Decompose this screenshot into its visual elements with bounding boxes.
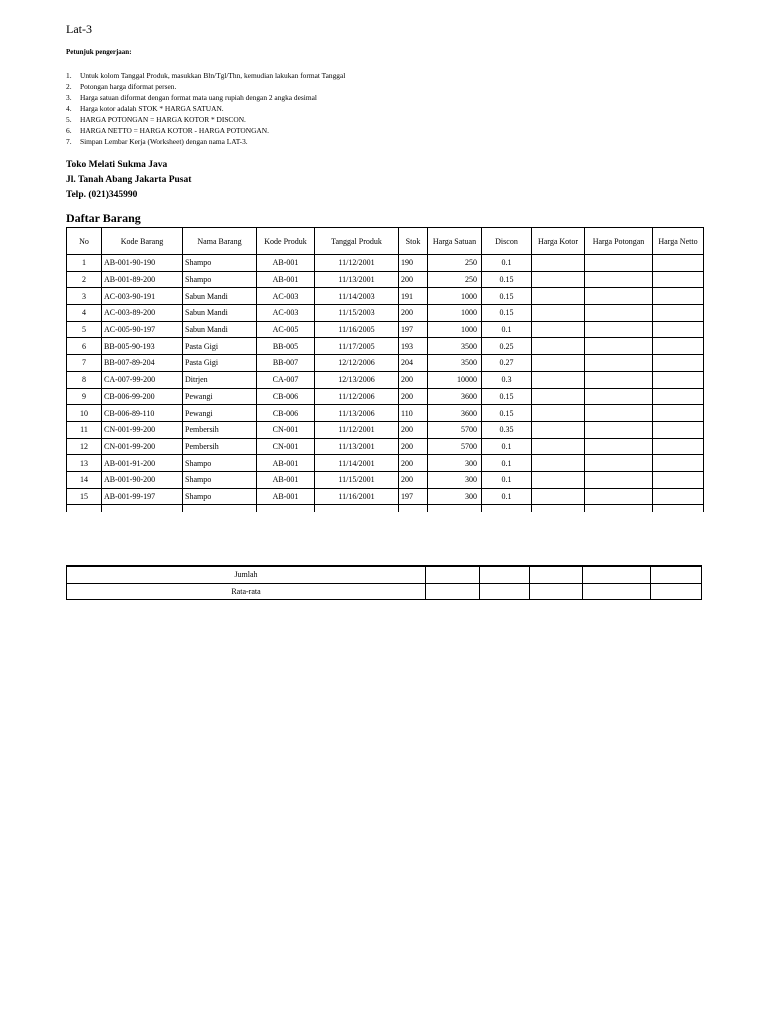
table-row	[67, 471, 704, 488]
tanggal-produk-cell[interactable]: 11/16/2001	[315, 488, 399, 505]
harga-satuan-cell[interactable]: 3500	[428, 338, 482, 355]
table-row-tail	[67, 505, 704, 513]
empty-cell	[585, 505, 653, 513]
col-header: Stok	[399, 228, 428, 255]
harga-kotor-cell[interactable]	[532, 255, 585, 272]
harga-netto-cell[interactable]	[653, 271, 704, 288]
no-cell[interactable]: 6	[67, 338, 102, 355]
col-header: Kode Barang	[102, 228, 183, 255]
kode-produk-cell[interactable]: AB-001	[257, 471, 315, 488]
summary-cell[interactable]	[583, 583, 651, 600]
harga-netto-cell[interactable]	[653, 321, 704, 338]
harga-netto-cell[interactable]	[653, 405, 704, 422]
empty-cell	[257, 505, 315, 513]
col-header: Discon	[482, 228, 532, 255]
kode-produk-cell[interactable]: CA-007	[257, 371, 315, 388]
kode-barang-cell[interactable]: AB-001-99-197	[102, 488, 183, 505]
no-cell[interactable]: 14	[67, 471, 102, 488]
harga-kotor-cell[interactable]	[532, 338, 585, 355]
harga-satuan-cell[interactable]: 300	[428, 471, 482, 488]
summary-cell[interactable]	[426, 566, 480, 583]
kode-produk-cell[interactable]: CN-001	[257, 438, 315, 455]
header-row	[67, 228, 704, 255]
harga-satuan-cell[interactable]: 10000	[428, 371, 482, 388]
tanggal-produk-cell[interactable]: 11/14/2003	[315, 288, 399, 305]
sheet-title: Lat-3	[66, 22, 92, 36]
tanggal-produk-cell[interactable]: 11/16/2005	[315, 321, 399, 338]
kode-barang-cell[interactable]: CB-006-89-110	[102, 405, 183, 422]
empty-cell	[428, 505, 482, 513]
kode-produk-cell[interactable]: BB-007	[257, 355, 315, 372]
kode-produk-cell[interactable]: AC-003	[257, 305, 315, 322]
harga-satuan-cell[interactable]: 250	[428, 255, 482, 272]
no-cell[interactable]: 12	[67, 438, 102, 455]
harga-kotor-cell[interactable]	[532, 438, 585, 455]
harga-potongan-cell[interactable]	[585, 271, 653, 288]
kode-produk-cell[interactable]: CB-006	[257, 405, 315, 422]
kode-produk-cell[interactable]: AB-001	[257, 255, 315, 272]
harga-satuan-cell[interactable]: 1000	[428, 305, 482, 322]
discon-cell[interactable]: 0.15	[482, 271, 532, 288]
discon-cell[interactable]: 0.15	[482, 305, 532, 322]
stok-cell[interactable]: 200	[399, 438, 428, 455]
discon-cell[interactable]: 0.1	[482, 455, 532, 472]
harga-satuan-cell[interactable]: 250	[428, 271, 482, 288]
discon-cell[interactable]: 0.15	[482, 288, 532, 305]
instruction-item: 2. Potongan harga diformat persen.	[66, 82, 177, 91]
nama-barang-cell[interactable]: Pasta Gigi	[183, 338, 257, 355]
tanggal-produk-cell[interactable]: 11/15/2003	[315, 305, 399, 322]
empty-cell	[183, 505, 257, 513]
no-cell[interactable]: 1	[67, 255, 102, 272]
harga-netto-cell[interactable]	[653, 455, 704, 472]
table-row	[67, 305, 704, 322]
harga-potongan-cell[interactable]	[585, 455, 653, 472]
instructions-heading: Petunjuk pengerjaan:	[66, 48, 132, 56]
instruction-item: 3. Harga satuan diformat dengan format mata uang rupiah dengan 2 angka desimal	[66, 93, 317, 102]
no-cell[interactable]: 15	[67, 488, 102, 505]
empty-cell	[102, 505, 183, 513]
no-cell[interactable]: 2	[67, 271, 102, 288]
tanggal-produk-cell[interactable]: 11/13/2006	[315, 405, 399, 422]
nama-barang-cell[interactable]: Pasta Gigi	[183, 355, 257, 372]
summary-cell[interactable]	[583, 566, 651, 583]
discon-cell[interactable]: 0.25	[482, 338, 532, 355]
nama-barang-cell[interactable]: Sabun Mandi	[183, 321, 257, 338]
discon-cell[interactable]: 0.15	[482, 405, 532, 422]
harga-satuan-cell[interactable]: 3600	[428, 388, 482, 405]
harga-potongan-cell[interactable]	[585, 305, 653, 322]
nama-barang-cell[interactable]: Ditrjen	[183, 371, 257, 388]
instruction-item: 5. HARGA POTONGAN = HARGA KOTOR * DISCON.	[66, 115, 246, 124]
summary-cell[interactable]	[480, 583, 530, 600]
stok-cell[interactable]: 193	[399, 338, 428, 355]
items-table	[66, 227, 704, 512]
stok-cell[interactable]: 200	[399, 388, 428, 405]
col-header: Harga Satuan	[428, 228, 482, 255]
kode-barang-cell[interactable]: AB-001-89-200	[102, 271, 183, 288]
empty-cell	[399, 505, 428, 513]
harga-potongan-cell[interactable]	[585, 388, 653, 405]
harga-potongan-cell[interactable]	[585, 288, 653, 305]
harga-kotor-cell[interactable]	[532, 471, 585, 488]
kode-barang-cell[interactable]: AC-003-90-191	[102, 288, 183, 305]
harga-netto-cell[interactable]	[653, 305, 704, 322]
nama-barang-cell[interactable]: Shampo	[183, 455, 257, 472]
kode-barang-cell[interactable]: AB-001-90-190	[102, 255, 183, 272]
table-row	[67, 271, 704, 288]
no-cell[interactable]: 10	[67, 405, 102, 422]
tanggal-produk-cell[interactable]: 12/12/2006	[315, 355, 399, 372]
summary-cell[interactable]	[651, 566, 702, 583]
tanggal-produk-cell[interactable]: 11/15/2001	[315, 471, 399, 488]
nama-barang-cell[interactable]: Pewangi	[183, 388, 257, 405]
summary-cell[interactable]	[651, 583, 702, 600]
harga-kotor-cell[interactable]	[532, 388, 585, 405]
empty-cell	[482, 505, 532, 513]
nama-barang-cell[interactable]: Sabun Mandi	[183, 305, 257, 322]
kode-produk-cell[interactable]: AB-001	[257, 455, 315, 472]
stok-cell[interactable]: 200	[399, 421, 428, 438]
table-row	[67, 455, 704, 472]
harga-netto-cell[interactable]	[653, 421, 704, 438]
no-cell[interactable]: 11	[67, 421, 102, 438]
harga-potongan-cell[interactable]	[585, 371, 653, 388]
instruction-item: 4. Harga kotor adalah STOK * HARGA SATUAN.	[66, 104, 224, 113]
kode-produk-cell[interactable]: AB-001	[257, 488, 315, 505]
stok-cell[interactable]: 191	[399, 288, 428, 305]
discon-cell[interactable]: 0.3	[482, 371, 532, 388]
nama-barang-cell[interactable]: Shampo	[183, 488, 257, 505]
harga-netto-cell[interactable]	[653, 488, 704, 505]
harga-kotor-cell[interactable]	[532, 271, 585, 288]
discon-cell[interactable]: 0.27	[482, 355, 532, 372]
harga-kotor-cell[interactable]	[532, 371, 585, 388]
harga-netto-cell[interactable]	[653, 338, 704, 355]
harga-netto-cell[interactable]	[653, 371, 704, 388]
summary-label: Rata-rata	[67, 583, 426, 600]
summary-row-rata-rata	[67, 583, 702, 600]
tanggal-produk-cell[interactable]: 11/12/2001	[315, 421, 399, 438]
harga-kotor-cell[interactable]	[532, 488, 585, 505]
kode-barang-cell[interactable]: CN-001-99-200	[102, 421, 183, 438]
stok-cell[interactable]: 200	[399, 371, 428, 388]
harga-satuan-cell[interactable]: 300	[428, 488, 482, 505]
table-row	[67, 338, 704, 355]
nama-barang-cell[interactable]: Pewangi	[183, 405, 257, 422]
harga-potongan-cell[interactable]	[585, 355, 653, 372]
discon-cell[interactable]: 0.1	[482, 321, 532, 338]
tanggal-produk-cell[interactable]: 11/14/2001	[315, 455, 399, 472]
table-row	[67, 405, 704, 422]
table-row	[67, 288, 704, 305]
no-cell[interactable]: 3	[67, 288, 102, 305]
harga-netto-cell[interactable]	[653, 288, 704, 305]
harga-netto-cell[interactable]	[653, 438, 704, 455]
kode-barang-cell[interactable]: BB-007-89-204	[102, 355, 183, 372]
tanggal-produk-cell[interactable]: 12/13/2006	[315, 371, 399, 388]
discon-cell[interactable]: 0.35	[482, 421, 532, 438]
harga-satuan-cell[interactable]: 1000	[428, 321, 482, 338]
no-cell[interactable]: 7	[67, 355, 102, 372]
empty-cell	[67, 505, 102, 513]
harga-potongan-cell[interactable]	[585, 421, 653, 438]
store-address: Jl. Tanah Abang Jakarta Pusat	[66, 175, 192, 185]
harga-satuan-cell[interactable]: 3600	[428, 405, 482, 422]
instruction-item: 7. Simpan Lembar Kerja (Worksheet) dengan nama LAT-3.	[66, 137, 248, 146]
discon-cell[interactable]: 0.1	[482, 255, 532, 272]
empty-cell	[532, 505, 585, 513]
col-header: Harga Netto	[653, 228, 704, 255]
harga-kotor-cell[interactable]	[532, 305, 585, 322]
summary-cell[interactable]	[530, 566, 583, 583]
harga-netto-cell[interactable]	[653, 388, 704, 405]
harga-kotor-cell[interactable]	[532, 405, 585, 422]
table-row	[67, 388, 704, 405]
summary-cell[interactable]	[426, 583, 480, 600]
table-row	[67, 355, 704, 372]
tanggal-produk-cell[interactable]: 11/12/2006	[315, 388, 399, 405]
harga-satuan-cell[interactable]: 5700	[428, 438, 482, 455]
table-row	[67, 421, 704, 438]
harga-netto-cell[interactable]	[653, 355, 704, 372]
harga-kotor-cell[interactable]	[532, 455, 585, 472]
instruction-item: 6. HARGA NETTO = HARGA KOTOR - HARGA POTONGAN.	[66, 126, 269, 135]
table-row	[67, 438, 704, 455]
kode-barang-cell[interactable]: CN-001-99-200	[102, 438, 183, 455]
summary-row-jumlah	[67, 566, 702, 583]
col-header: Harga Potongan	[585, 228, 653, 255]
kode-barang-cell[interactable]: CB-006-99-200	[102, 388, 183, 405]
stok-cell[interactable]: 204	[399, 355, 428, 372]
harga-potongan-cell[interactable]	[585, 438, 653, 455]
summary-label: Jumlah	[67, 566, 426, 583]
summary-cell[interactable]	[530, 583, 583, 600]
table-row	[67, 255, 704, 272]
discon-cell[interactable]: 0.1	[482, 438, 532, 455]
tanggal-produk-cell[interactable]: 11/17/2005	[315, 338, 399, 355]
col-header: No	[67, 228, 102, 255]
harga-satuan-cell[interactable]: 5700	[428, 421, 482, 438]
kode-produk-cell[interactable]: BB-005	[257, 338, 315, 355]
no-cell[interactable]: 5	[67, 321, 102, 338]
stok-cell[interactable]: 200	[399, 471, 428, 488]
col-header: Nama Barang	[183, 228, 257, 255]
harga-potongan-cell[interactable]	[585, 471, 653, 488]
nama-barang-cell[interactable]: Pembersih	[183, 421, 257, 438]
kode-produk-cell[interactable]: CB-006	[257, 388, 315, 405]
kode-produk-cell[interactable]: CN-001	[257, 421, 315, 438]
harga-netto-cell[interactable]	[653, 471, 704, 488]
nama-barang-cell[interactable]: Shampo	[183, 471, 257, 488]
store-name: Toko Melati Sukma Java	[66, 160, 168, 170]
stok-cell[interactable]: 197	[399, 488, 428, 505]
list-title: Daftar Barang	[66, 211, 141, 225]
items-body	[67, 255, 704, 513]
stok-cell[interactable]: 190	[399, 255, 428, 272]
col-header: Tanggal Produk	[315, 228, 399, 255]
instruction-item: 1. Untuk kolom Tanggal Produk, masukkan Bln/Tgl/Thn, kemudian lakukan format Tanggal	[66, 71, 346, 80]
stok-cell[interactable]: 200	[399, 305, 428, 322]
stok-cell[interactable]: 200	[399, 271, 428, 288]
harga-potongan-cell[interactable]	[585, 255, 653, 272]
col-header: Harga Kotor	[532, 228, 585, 255]
harga-kotor-cell[interactable]	[532, 288, 585, 305]
kode-barang-cell[interactable]: AC-003-89-200	[102, 305, 183, 322]
col-header: Kode Produk	[257, 228, 315, 255]
stok-cell[interactable]: 197	[399, 321, 428, 338]
harga-kotor-cell[interactable]	[532, 321, 585, 338]
stok-cell[interactable]: 110	[399, 405, 428, 422]
table-row	[67, 488, 704, 505]
no-cell[interactable]: 8	[67, 371, 102, 388]
kode-barang-cell[interactable]: AB-001-90-200	[102, 471, 183, 488]
harga-satuan-cell[interactable]: 3500	[428, 355, 482, 372]
discon-cell[interactable]: 0.1	[482, 488, 532, 505]
instructions-list	[66, 70, 345, 147]
kode-barang-cell[interactable]: BB-005-90-193	[102, 338, 183, 355]
kode-barang-cell[interactable]: AC-005-90-197	[102, 321, 183, 338]
kode-produk-cell[interactable]: AB-001	[257, 271, 315, 288]
store-info	[66, 158, 191, 203]
stok-cell[interactable]: 200	[399, 455, 428, 472]
kode-barang-cell[interactable]: AB-001-91-200	[102, 455, 183, 472]
harga-potongan-cell[interactable]	[585, 405, 653, 422]
nama-barang-cell[interactable]: Shampo	[183, 271, 257, 288]
harga-satuan-cell[interactable]: 1000	[428, 288, 482, 305]
summary-cell[interactable]	[480, 566, 530, 583]
kode-produk-cell[interactable]: AC-005	[257, 321, 315, 338]
table-row	[67, 371, 704, 388]
harga-kotor-cell[interactable]	[532, 355, 585, 372]
tanggal-produk-cell[interactable]: 11/13/2001	[315, 271, 399, 288]
table-row	[67, 321, 704, 338]
harga-kotor-cell[interactable]	[532, 421, 585, 438]
harga-satuan-cell[interactable]: 300	[428, 455, 482, 472]
empty-cell	[315, 505, 399, 513]
harga-potongan-cell[interactable]	[585, 488, 653, 505]
no-cell[interactable]: 4	[67, 305, 102, 322]
tanggal-produk-cell[interactable]: 11/12/2001	[315, 255, 399, 272]
store-phone: Telp. (021)345990	[66, 190, 138, 200]
harga-potongan-cell[interactable]	[585, 321, 653, 338]
nama-barang-cell[interactable]: Pembersih	[183, 438, 257, 455]
harga-potongan-cell[interactable]	[585, 338, 653, 355]
kode-produk-cell[interactable]: AC-003	[257, 288, 315, 305]
no-cell[interactable]: 13	[67, 455, 102, 472]
summary-table	[66, 565, 702, 600]
kode-barang-cell[interactable]: CA-007-99-200	[102, 371, 183, 388]
tanggal-produk-cell[interactable]: 11/13/2001	[315, 438, 399, 455]
nama-barang-cell[interactable]: Sabun Mandi	[183, 288, 257, 305]
nama-barang-cell[interactable]: Shampo	[183, 255, 257, 272]
empty-cell	[653, 505, 704, 513]
discon-cell[interactable]: 0.15	[482, 388, 532, 405]
harga-netto-cell[interactable]	[653, 255, 704, 272]
no-cell[interactable]: 9	[67, 388, 102, 405]
discon-cell[interactable]: 0.1	[482, 471, 532, 488]
